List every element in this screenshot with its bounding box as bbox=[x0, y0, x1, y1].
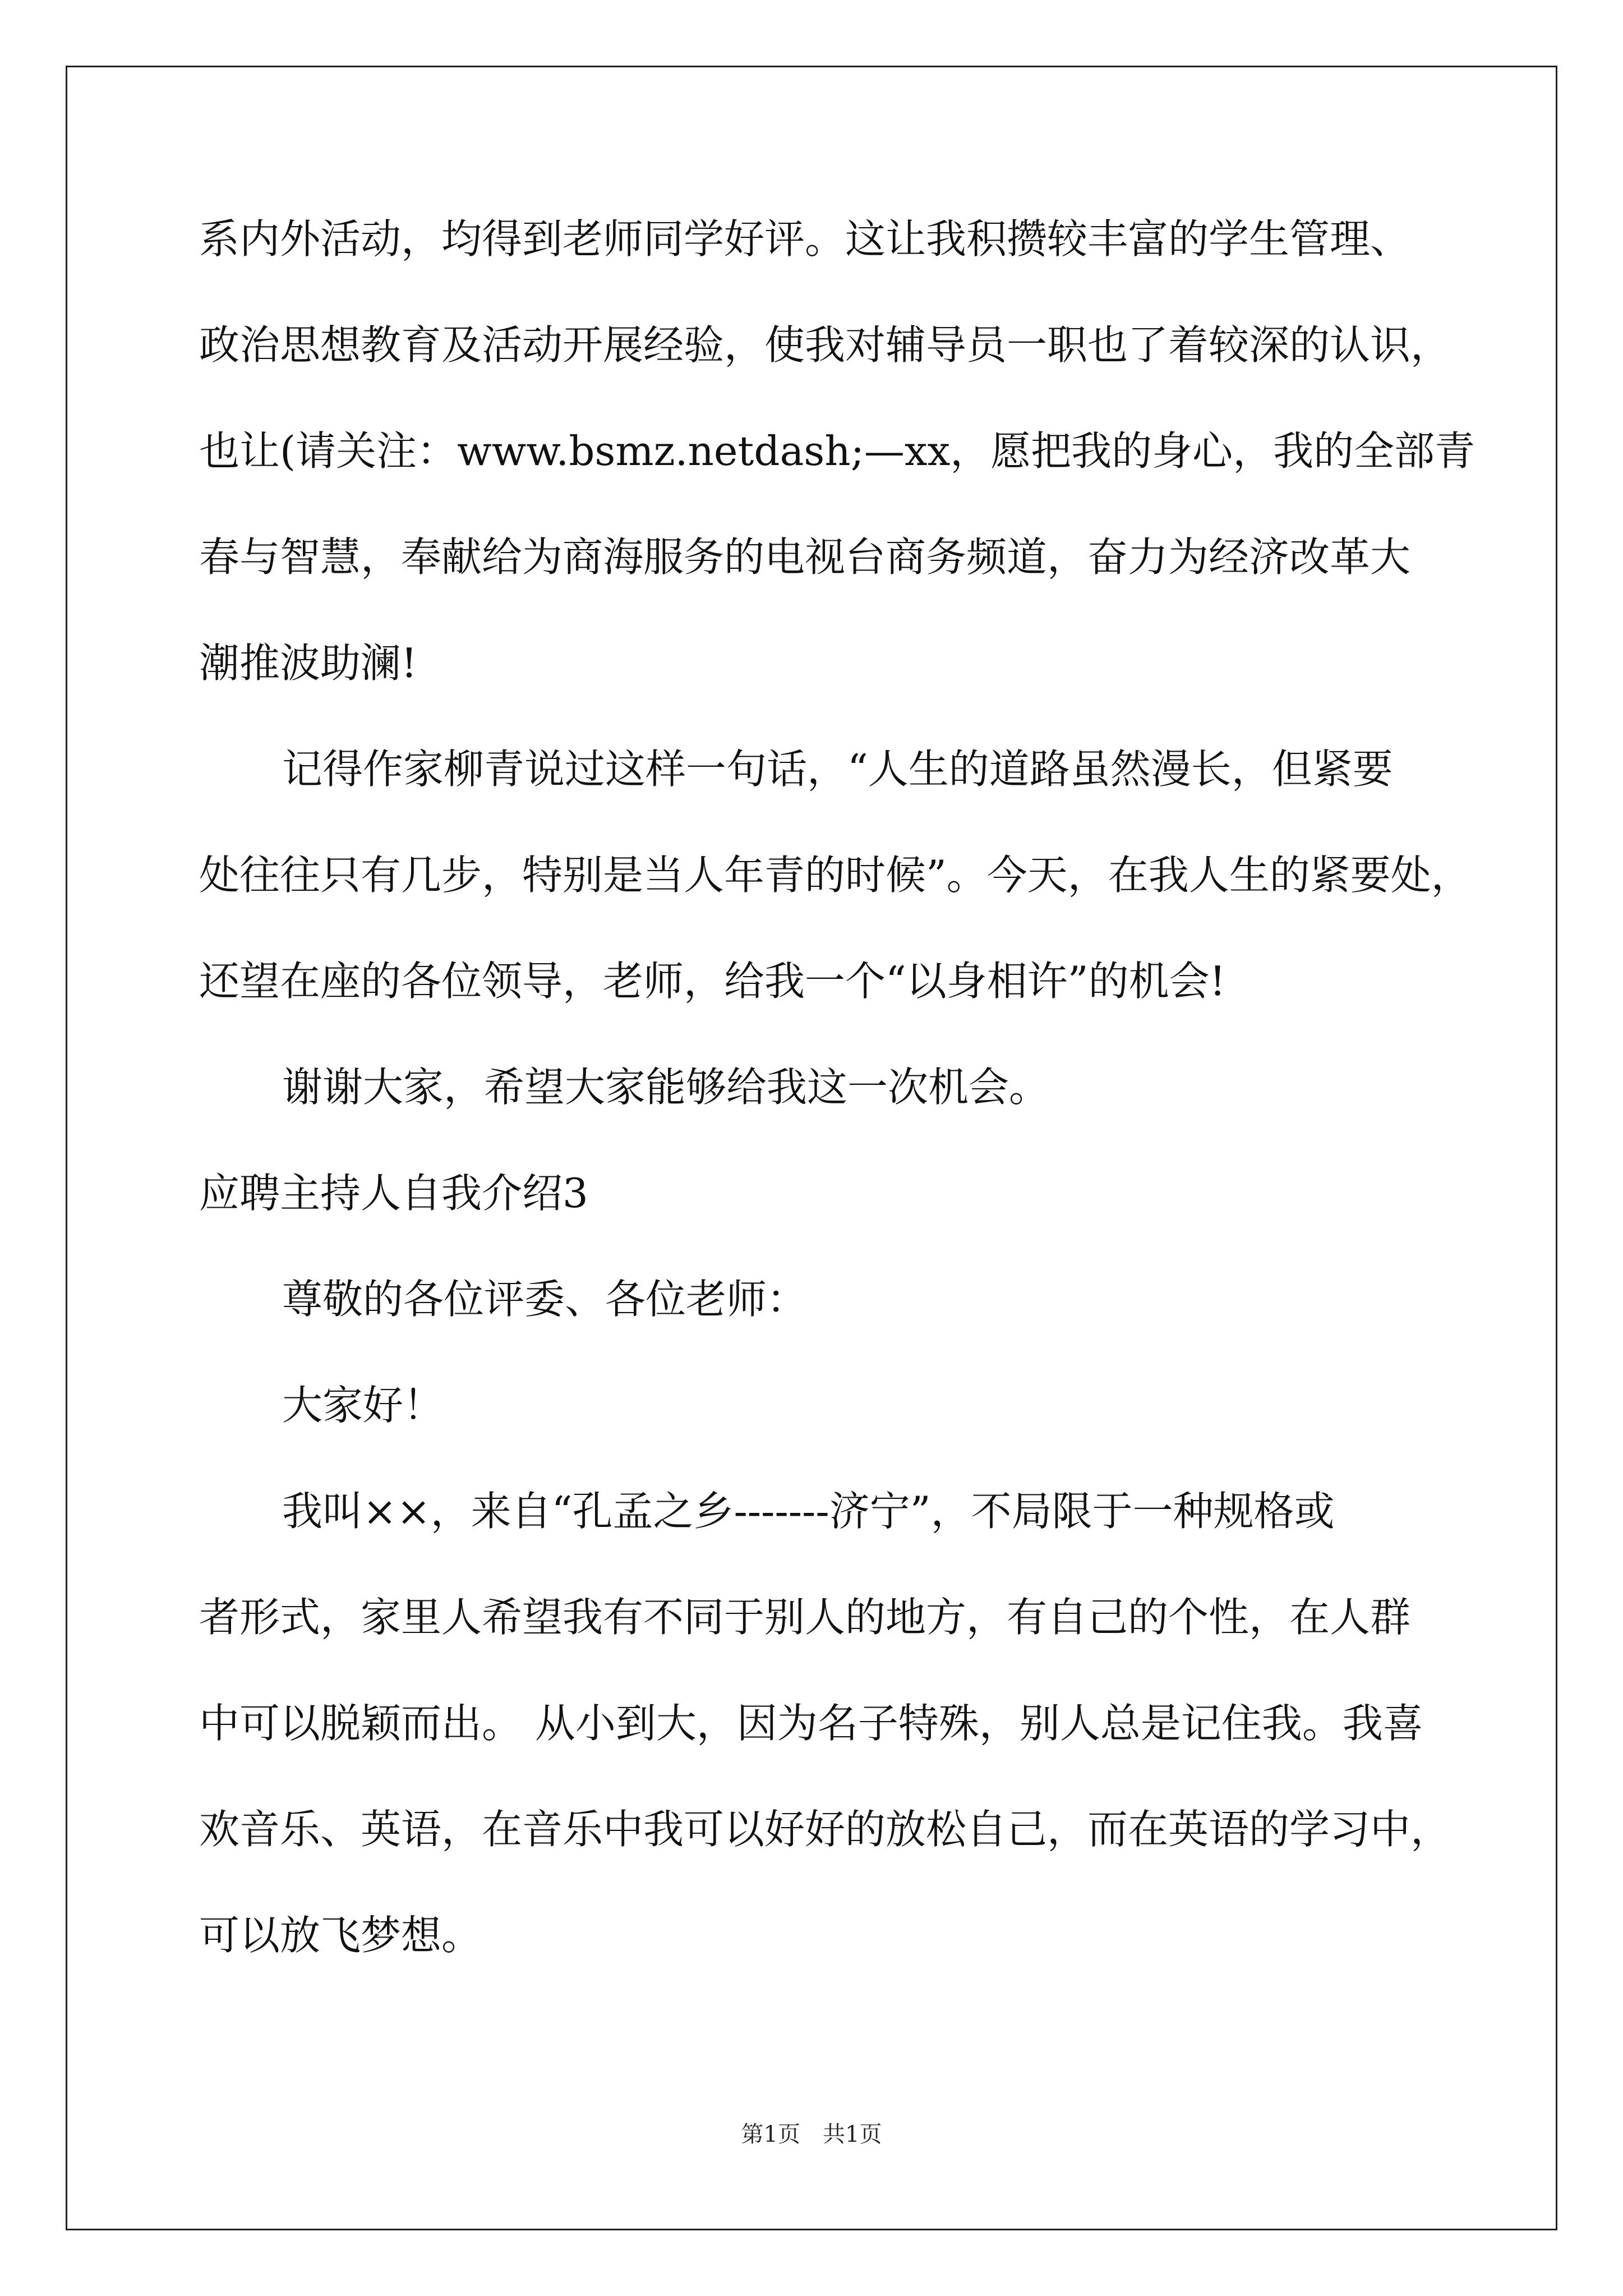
text-line: 也让(请关注：www.bsmz.netdash;—xx，愿把我的身心，我的全部青 bbox=[199, 427, 1476, 475]
salutation-line: 尊敬的各位评委、各位老师： bbox=[282, 1276, 808, 1323]
text-line: 潮推波助澜! bbox=[199, 639, 417, 687]
paragraph-start-line: 记得作家柳青说过这样一句话，“人生的道路虽然漫长，但紧要 bbox=[282, 746, 1393, 793]
text-line: 欢音乐、英语，在音乐中我可以好好的放松自己，而在英语的学习中， bbox=[199, 1806, 1451, 1853]
text-line: 中可以脱颖而出。 从小到大，因为名子特殊，别人总是记住我。我喜 bbox=[199, 1700, 1423, 1747]
text-line: 春与智慧，奉献给为商海服务的电视台商务频道，奋力为经济改革大 bbox=[199, 533, 1411, 581]
text-line: 可以放飞梦想。 bbox=[199, 1912, 482, 1959]
section-heading: 应聘主持人自我介绍3 bbox=[199, 1170, 588, 1217]
paragraph-start-line: 谢谢大家，希望大家能够给我这一次机会。 bbox=[282, 1064, 1050, 1111]
greeting-line: 大家好！ bbox=[282, 1382, 444, 1429]
text-line: 系内外活动，均得到老师同学好评。这让我积攒较丰富的学生管理、 bbox=[199, 215, 1411, 263]
text-line: 政治思想教育及活动开展经验，使我对辅导员一职也了着较深的认识， bbox=[199, 321, 1451, 369]
text-line: 还望在座的各位领导，老师，给我一个“以身相许”的机会! bbox=[199, 958, 1226, 1005]
text-line: 处往往只有几步，特别是当人年青的时候”。今天，在我人生的紧要处， bbox=[199, 852, 1472, 899]
text-line: 者形式，家里人希望我有不同于别人的地方，有自己的个性，在人群 bbox=[199, 1594, 1411, 1641]
paragraph-start-line: 我叫××，来自“孔孟之乡-------济宁”，不局限于一种规格或 bbox=[282, 1488, 1335, 1535]
page-footer: 第1页 共1页 bbox=[741, 2122, 882, 2147]
page-frame bbox=[66, 66, 1557, 2230]
